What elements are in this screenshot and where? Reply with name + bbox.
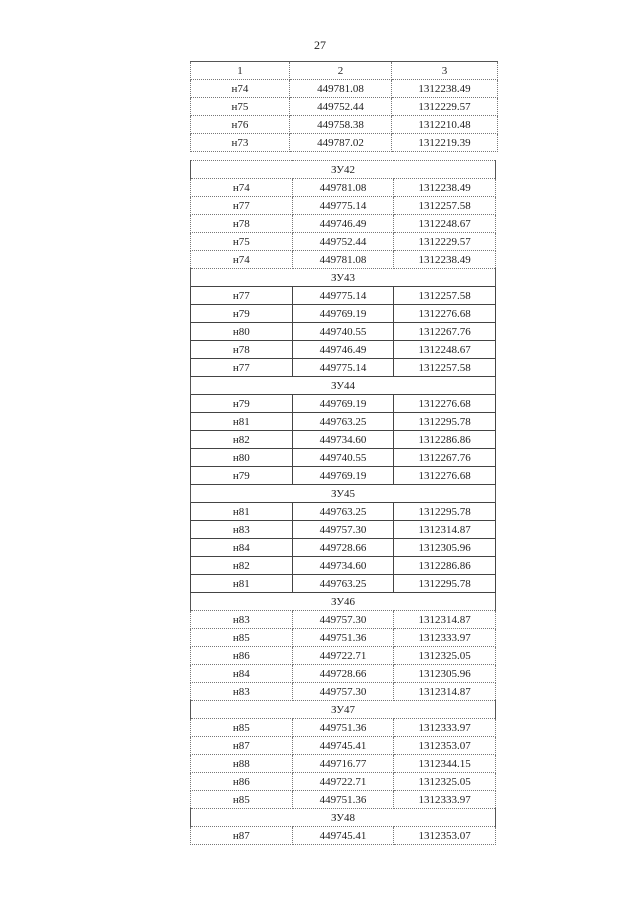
point-id-cell: н84 bbox=[191, 539, 293, 557]
section-title-row bbox=[191, 809, 496, 827]
y-coordinate-cell: 1312295.78 bbox=[394, 413, 496, 431]
section-title-row bbox=[191, 161, 496, 179]
y-coordinate-cell: 1312325.05 bbox=[394, 647, 496, 665]
table-row bbox=[191, 197, 496, 215]
y-coordinate-cell: 1312210.48 bbox=[392, 116, 498, 134]
point-id-cell: н76 bbox=[191, 116, 290, 134]
section-title-row bbox=[191, 377, 496, 395]
point-id-cell: н77 bbox=[191, 197, 293, 215]
point-id-cell: н74 bbox=[191, 80, 290, 98]
x-coordinate-cell: 449787.02 bbox=[290, 134, 392, 152]
table-row bbox=[191, 215, 496, 233]
point-id-cell: н83 bbox=[191, 611, 293, 629]
x-coordinate-cell: 449758.38 bbox=[290, 116, 392, 134]
x-coordinate-cell: 449722.71 bbox=[292, 773, 394, 791]
point-id-cell: н79 bbox=[191, 395, 293, 413]
section-title: ЗУ43 bbox=[191, 269, 496, 287]
x-coordinate-cell: 449751.36 bbox=[292, 629, 394, 647]
table-row bbox=[191, 557, 496, 575]
x-coordinate-cell: 449781.08 bbox=[292, 251, 394, 269]
y-coordinate-cell: 1312238.49 bbox=[392, 80, 498, 98]
table-row bbox=[191, 80, 498, 98]
point-id-cell: н77 bbox=[191, 359, 293, 377]
y-coordinate-cell: 1312276.68 bbox=[394, 467, 496, 485]
table-row bbox=[191, 287, 496, 305]
x-coordinate-cell: 449752.44 bbox=[290, 98, 392, 116]
x-coordinate-cell: 449740.55 bbox=[292, 449, 394, 467]
point-id-cell: н83 bbox=[191, 683, 293, 701]
table-row bbox=[191, 467, 496, 485]
x-coordinate-cell: 449781.08 bbox=[290, 80, 392, 98]
section-title: ЗУ48 bbox=[191, 809, 496, 827]
x-coordinate-cell: 449757.30 bbox=[292, 521, 394, 539]
y-coordinate-cell: 1312267.76 bbox=[394, 449, 496, 467]
section-title: ЗУ46 bbox=[191, 593, 496, 611]
section-title-row bbox=[191, 593, 496, 611]
x-coordinate-cell: 449775.14 bbox=[292, 197, 394, 215]
table-row bbox=[191, 431, 496, 449]
y-coordinate-cell: 1312305.96 bbox=[394, 665, 496, 683]
table-row bbox=[191, 665, 496, 683]
point-id-cell: н79 bbox=[191, 305, 293, 323]
point-id-cell: н74 bbox=[191, 251, 293, 269]
y-coordinate-cell: 1312229.57 bbox=[392, 98, 498, 116]
table-row bbox=[191, 251, 496, 269]
point-id-cell: н83 bbox=[191, 521, 293, 539]
table-row bbox=[191, 539, 496, 557]
x-coordinate-cell: 449757.30 bbox=[292, 683, 394, 701]
section-title-row bbox=[191, 269, 496, 287]
point-id-cell: н75 bbox=[191, 98, 290, 116]
section-title: ЗУ47 bbox=[191, 701, 496, 719]
y-coordinate-cell: 1312257.58 bbox=[394, 287, 496, 305]
point-id-cell: н80 bbox=[191, 323, 293, 341]
point-id-cell: н78 bbox=[191, 341, 293, 359]
x-coordinate-cell: 449722.71 bbox=[292, 647, 394, 665]
x-coordinate-cell: 449746.49 bbox=[292, 215, 394, 233]
point-id-cell: н81 bbox=[191, 503, 293, 521]
column-header-3: 3 bbox=[392, 62, 498, 80]
x-coordinate-cell: 449763.25 bbox=[292, 413, 394, 431]
coordinates-table-sections bbox=[190, 160, 496, 845]
y-coordinate-cell: 1312333.97 bbox=[394, 719, 496, 737]
x-coordinate-cell: 449745.41 bbox=[292, 827, 394, 845]
section-title-row bbox=[191, 485, 496, 503]
y-coordinate-cell: 1312295.78 bbox=[394, 503, 496, 521]
x-coordinate-cell: 449716.77 bbox=[292, 755, 394, 773]
point-id-cell: н82 bbox=[191, 557, 293, 575]
y-coordinate-cell: 1312325.05 bbox=[394, 773, 496, 791]
section-title: ЗУ44 bbox=[191, 377, 496, 395]
x-coordinate-cell: 449734.60 bbox=[292, 431, 394, 449]
point-id-cell: н82 bbox=[191, 431, 293, 449]
x-coordinate-cell: 449746.49 bbox=[292, 341, 394, 359]
section-title: ЗУ42 bbox=[191, 161, 496, 179]
table-row bbox=[191, 341, 496, 359]
y-coordinate-cell: 1312353.07 bbox=[394, 827, 496, 845]
x-coordinate-cell: 449728.66 bbox=[292, 665, 394, 683]
point-id-cell: н77 bbox=[191, 287, 293, 305]
x-coordinate-cell: 449740.55 bbox=[292, 323, 394, 341]
point-id-cell: н75 bbox=[191, 233, 293, 251]
y-coordinate-cell: 1312295.78 bbox=[394, 575, 496, 593]
x-coordinate-cell: 449769.19 bbox=[292, 305, 394, 323]
x-coordinate-cell: 449769.19 bbox=[292, 467, 394, 485]
y-coordinate-cell: 1312314.87 bbox=[394, 611, 496, 629]
x-coordinate-cell: 449751.36 bbox=[292, 719, 394, 737]
table-row bbox=[191, 647, 496, 665]
table-row bbox=[191, 359, 496, 377]
x-coordinate-cell: 449745.41 bbox=[292, 737, 394, 755]
table-row bbox=[191, 683, 496, 701]
section-title-row bbox=[191, 701, 496, 719]
table-row bbox=[191, 413, 496, 431]
y-coordinate-cell: 1312229.57 bbox=[394, 233, 496, 251]
x-coordinate-cell: 449781.08 bbox=[292, 179, 394, 197]
y-coordinate-cell: 1312238.49 bbox=[394, 179, 496, 197]
table-row bbox=[191, 116, 498, 134]
y-coordinate-cell: 1312267.76 bbox=[394, 323, 496, 341]
point-id-cell: н73 bbox=[191, 134, 290, 152]
table-row bbox=[191, 827, 496, 845]
table-row bbox=[191, 791, 496, 809]
y-coordinate-cell: 1312257.58 bbox=[394, 197, 496, 215]
y-coordinate-cell: 1312314.87 bbox=[394, 683, 496, 701]
table-row bbox=[191, 719, 496, 737]
table-row bbox=[191, 323, 496, 341]
x-coordinate-cell: 449769.19 bbox=[292, 395, 394, 413]
x-coordinate-cell: 449757.30 bbox=[292, 611, 394, 629]
point-id-cell: н85 bbox=[191, 791, 293, 809]
table-row bbox=[191, 629, 496, 647]
y-coordinate-cell: 1312286.86 bbox=[394, 431, 496, 449]
table-row bbox=[191, 521, 496, 539]
y-coordinate-cell: 1312248.67 bbox=[394, 341, 496, 359]
table-row bbox=[191, 233, 496, 251]
point-id-cell: н79 bbox=[191, 467, 293, 485]
point-id-cell: н81 bbox=[191, 575, 293, 593]
point-id-cell: н87 bbox=[191, 827, 293, 845]
column-header-2: 2 bbox=[290, 62, 392, 80]
y-coordinate-cell: 1312257.58 bbox=[394, 359, 496, 377]
table-row bbox=[191, 134, 498, 152]
point-id-cell: н74 bbox=[191, 179, 293, 197]
section-title: ЗУ45 bbox=[191, 485, 496, 503]
y-coordinate-cell: 1312344.15 bbox=[394, 755, 496, 773]
y-coordinate-cell: 1312248.67 bbox=[394, 215, 496, 233]
y-coordinate-cell: 1312238.49 bbox=[394, 251, 496, 269]
x-coordinate-cell: 449763.25 bbox=[292, 503, 394, 521]
table-row bbox=[191, 503, 496, 521]
y-coordinate-cell: 1312333.97 bbox=[394, 791, 496, 809]
x-coordinate-cell: 449728.66 bbox=[292, 539, 394, 557]
table-row bbox=[191, 611, 496, 629]
point-id-cell: н86 bbox=[191, 647, 293, 665]
y-coordinate-cell: 1312305.96 bbox=[394, 539, 496, 557]
point-id-cell: н85 bbox=[191, 719, 293, 737]
point-id-cell: н80 bbox=[191, 449, 293, 467]
y-coordinate-cell: 1312353.07 bbox=[394, 737, 496, 755]
table-row bbox=[191, 179, 496, 197]
table-row bbox=[191, 395, 496, 413]
table-row bbox=[191, 737, 496, 755]
x-coordinate-cell: 449751.36 bbox=[292, 791, 394, 809]
x-coordinate-cell: 449734.60 bbox=[292, 557, 394, 575]
table-row bbox=[191, 449, 496, 467]
table-row bbox=[191, 773, 496, 791]
y-coordinate-cell: 1312333.97 bbox=[394, 629, 496, 647]
page-number: 27 bbox=[314, 38, 326, 52]
x-coordinate-cell: 449763.25 bbox=[292, 575, 394, 593]
point-id-cell: н88 bbox=[191, 755, 293, 773]
point-id-cell: н87 bbox=[191, 737, 293, 755]
point-id-cell: н84 bbox=[191, 665, 293, 683]
point-id-cell: н81 bbox=[191, 413, 293, 431]
table-row bbox=[191, 305, 496, 323]
point-id-cell: н85 bbox=[191, 629, 293, 647]
y-coordinate-cell: 1312276.68 bbox=[394, 395, 496, 413]
x-coordinate-cell: 449775.14 bbox=[292, 359, 394, 377]
coordinates-table-top bbox=[190, 61, 496, 152]
table-row bbox=[191, 575, 496, 593]
y-coordinate-cell: 1312276.68 bbox=[394, 305, 496, 323]
x-coordinate-cell: 449752.44 bbox=[292, 233, 394, 251]
point-id-cell: н78 bbox=[191, 215, 293, 233]
x-coordinate-cell: 449775.14 bbox=[292, 287, 394, 305]
table-row bbox=[191, 755, 496, 773]
y-coordinate-cell: 1312219.39 bbox=[392, 134, 498, 152]
y-coordinate-cell: 1312314.87 bbox=[394, 521, 496, 539]
point-id-cell: н86 bbox=[191, 773, 293, 791]
y-coordinate-cell: 1312286.86 bbox=[394, 557, 496, 575]
header-row bbox=[191, 62, 498, 80]
table-row bbox=[191, 98, 498, 116]
column-header-1: 1 bbox=[191, 62, 290, 80]
